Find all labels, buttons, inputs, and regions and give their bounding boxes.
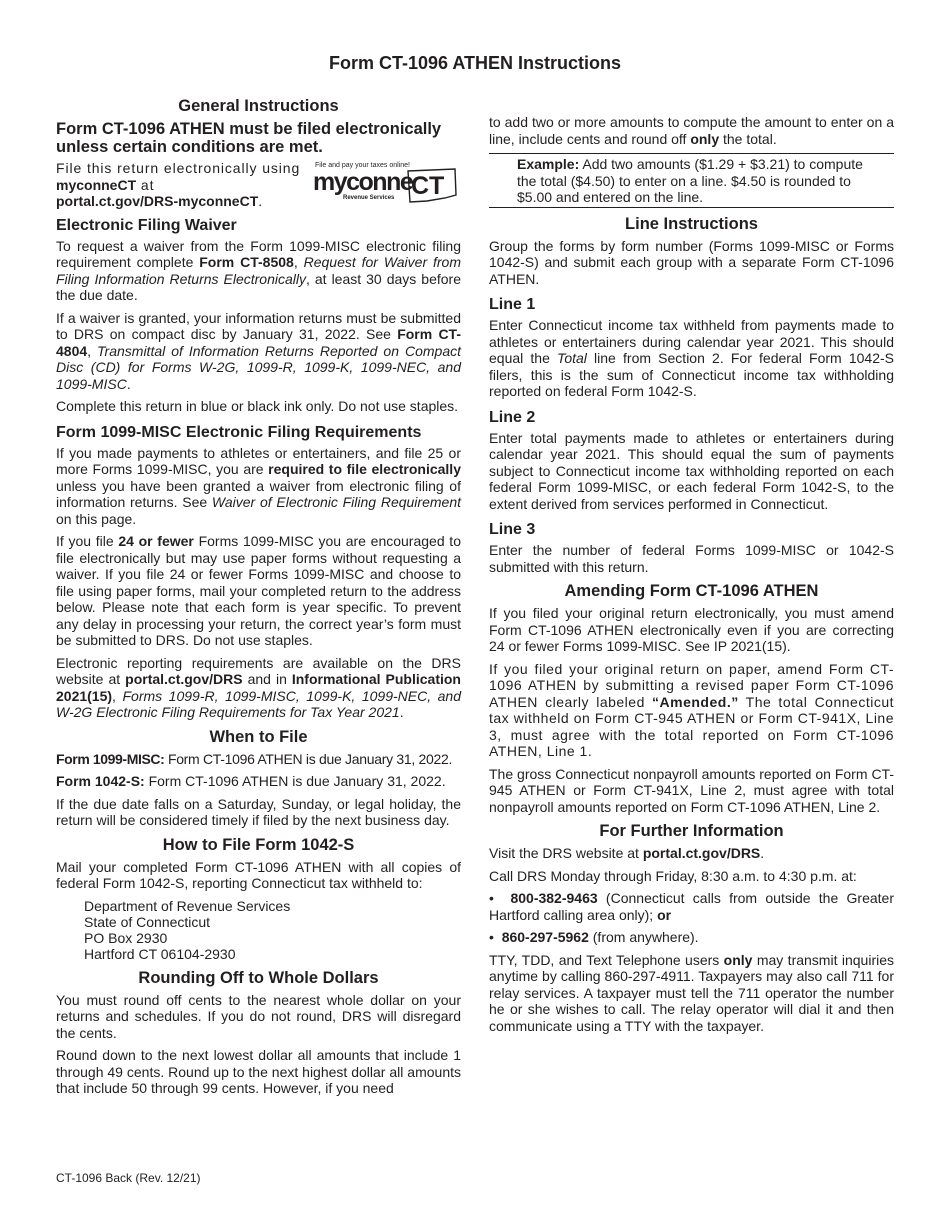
when-1042-s: Form 1042-S: Form CT-1096 ATHEN is due January 31, 2022. xyxy=(56,773,446,789)
myconnect-link[interactable]: portal.ct.gov/DRS-myconneCT xyxy=(56,193,259,209)
amending-paragraph-2: If you filed your original return on paper, amend Form CT-1096 ATHEN by submitting a revised paper Form CT-1096 ATHEN clearly labeled “Amended.” The total Connecticut tax withheld on Form CT-945 ATHEN or Form CT-941X, Line 3, must agree with the total reported on Form CT-1096 ATHEN, Line 1. xyxy=(489,660,894,759)
how-to-file-text: Mail your completed Form CT-1096 ATHEN with all copies of federal Form 1042-S, reporting Connecticut tax withheld to: xyxy=(56,858,461,891)
ct-state-outline-icon xyxy=(405,167,459,203)
logo-ct-letters: CT xyxy=(411,172,445,200)
rounding-example-box xyxy=(489,153,894,208)
logo-wordmark: myconne xyxy=(313,168,413,196)
myconnect-logo xyxy=(313,162,461,208)
efile-paragraph-1: If you made payments to athletes or entertainers, and file 25 or more Forms 1099-MISC, you are required to file electronically unless you have been granted a waiver from electronic filing of information returns. See Waiver of Electronic Filing Requirement on this page. xyxy=(56,444,461,527)
when-due-date-note: If the due date falls on a Saturday, Sunday, or legal holiday, the return will be considered timely if filed by the next business day. xyxy=(56,795,461,828)
further-info-heading: For Further Information xyxy=(599,822,784,840)
rounding-heading: Rounding Off to Whole Dollars xyxy=(138,968,379,987)
rounding-paragraph-1: You must round off cents to the nearest whole dollar on your returns and schedules. If you do not round, DRS will disregard the cents. xyxy=(56,991,461,1041)
amending-heading: Amending Form CT-1096 ATHEN xyxy=(564,582,819,600)
line-2-title: Line 2 xyxy=(489,408,536,426)
mailing-address xyxy=(84,898,461,962)
line-3-text: Enter the number of federal Forms 1099-MISC or 1042-S submitted with this return. xyxy=(489,542,894,575)
rounding-paragraph-2: Round down to the next lowest dollar all amounts that include 1 through 49 cents. Round up to the next highest dollar all amounts that include 50 through 99 cents. However, if you need xyxy=(56,1047,461,1096)
efile-heading: Form 1099-MISC Electronic Filing Requirements xyxy=(56,423,422,441)
page-title: Form CT-1096 ATHEN Instructions xyxy=(328,53,622,73)
line-3-title: Line 3 xyxy=(489,521,536,538)
efile-paragraph-3: Electronic reporting requirements are available on the DRS website at portal.ct.gov/DRS and in Informational Publication 2021(15), Forms 1099-R, 1099-MISC, 1099-K, 1099-NEC, and W-2G Electronic Filing Requirements for Tax Year 2021. xyxy=(56,654,462,720)
how-to-file-heading: How to File Form 1042-S xyxy=(162,835,355,854)
amending-paragraph-3: The gross Connecticut nonpayroll amounts reported on Form CT-945 ATHEN or Form CT-941X, Line 2, must agree with total nonpayroll amounts reported on Form CT-1096 ATHEN, Line 2. xyxy=(489,765,894,815)
logo-subtitle: Revenue Services xyxy=(343,195,395,201)
line-1-title: Line 1 xyxy=(489,296,536,313)
electronic-filing-notice: Form CT-1096 ATHEN must be filed electronically unless certain conditions are met. xyxy=(56,120,442,156)
further-visit-text: Visit the DRS website at portal.ct.gov/DRS. xyxy=(489,845,765,861)
phone-bullet-1: • 800-382-9463 (Connecticut calls from outside the Greater Hartford calling area only); or xyxy=(489,890,894,923)
waiver-paragraph-3: Complete this return in blue or black ink only. Do not use staples. xyxy=(56,398,459,414)
rounding-paragraph-2-continued: to add two or more amounts to compute the amount to enter on a line, include cents and round off only the total. xyxy=(489,114,894,147)
line-instructions-intro: Group the forms by form number (Forms 1099-MISC or Forms 1042-S) and submit each group with a separate Form CT-1096 ATHEN. xyxy=(489,237,894,287)
address-line: Hartford CT 06104-2930 xyxy=(84,945,236,962)
when-1099-misc: Form 1099-MISC: Form CT-1096 ATHEN is due January 31, 2022. xyxy=(56,750,453,767)
logo-tagline: File and pay your taxes online! xyxy=(315,162,410,169)
left-column xyxy=(56,90,461,1103)
right-column xyxy=(489,114,894,1040)
address-line: PO Box 2930 xyxy=(84,929,168,946)
line-2-text: Enter total payments made to athletes or entertainers during calendar year 2021. This should equal the sum of payments subject to Connecticut income tax withholding reported on each federal Form 1099-MISC, or each federal Form 1042-S, to the extent derived from services performed in Connecticut. xyxy=(489,429,894,512)
drs-portal-link[interactable]: portal.ct.gov/DRS xyxy=(642,845,761,861)
file-electronically-text: File this return electronically using myconneCT at portal.ct.gov/DRS-myconneCT. xyxy=(56,160,301,209)
further-call-text: Call DRS Monday through Friday, 8:30 a.m. to 4:30 p.m. at: xyxy=(489,867,857,884)
waiver-heading: Electronic Filing Waiver xyxy=(56,216,237,234)
general-instructions-heading: General Instructions xyxy=(178,97,339,115)
form-revision-footer: CT-1096 Back (Rev. 12/21) xyxy=(56,1171,201,1185)
efile-paragraph-2: If you file 24 or fewer Forms 1099-MISC you are encouraged to file electronically but may use paper forms without requesting a waiver. If you file 24 or fewer Forms 1099-MISC and choose to file using paper forms, mail your completed return to the address below. Please note that each form is year specific. To prevent any delay in processing your return, the correct year’s form must be submitted to DRS. Do not use staples. xyxy=(56,533,461,648)
drs-website-link[interactable]: portal.ct.gov/DRS xyxy=(125,671,243,687)
line-1-text: Enter Connecticut income tax withheld from payments made to athletes or entertainers during calendar year 2021. This should equal the Total line from Section 2. For federal Form 1042-S filers, this is the sum of Connecticut income tax withholding reported on federal Form 1042-S. xyxy=(489,317,894,399)
waiver-paragraph-2: If a waiver is granted, your information returns must be submitted to DRS on compact disc by January 31, 2022. See Form CT-4804, Transmittal of Information Returns Reported on Compact Disc (CD) for Forms W-2G, 1099-R, 1099-K, 1099-NEC, and 1099-MISC. xyxy=(56,309,462,392)
when-to-file-heading: When to File xyxy=(209,727,308,746)
line-instructions-heading: Line Instructions xyxy=(625,214,758,233)
waiver-paragraph-1: To request a waiver from the Form 1099-MISC electronic filing requirement complete Form CT-8508, Request for Waiver from Filing Information Returns Electronically, at least 30 days before the due date. xyxy=(56,237,461,303)
phone-bullet-2: • 860-297-5962 (from anywhere). xyxy=(489,929,699,945)
tty-text: TTY, TDD, and Text Telephone users only may transmit inquiries anytime by calling 860-297-4911. Taxpayers may also call 711 for relay services. A taxpayer must tell the 711 operator the number he or she wishes to call. The relay operator will dial it and then communicate using a TTY with the taxpayer. xyxy=(489,951,894,1034)
rounding-example: Example: Add two amounts ($1.29 + $3.21) to compute the total ($4.50) to enter on a line. $4.50 is rounded to $5.00 and entered on the line. xyxy=(517,156,863,205)
address-line: Department of Revenue Services xyxy=(84,897,291,914)
address-line: State of Connecticut xyxy=(84,913,211,930)
amending-paragraph-1: If you filed your original return electronically, you must amend Form CT-1096 ATHEN electronically even if you are correcting 24 or fewer Forms 1099-MISC. See IP 2021(15). xyxy=(489,605,894,654)
